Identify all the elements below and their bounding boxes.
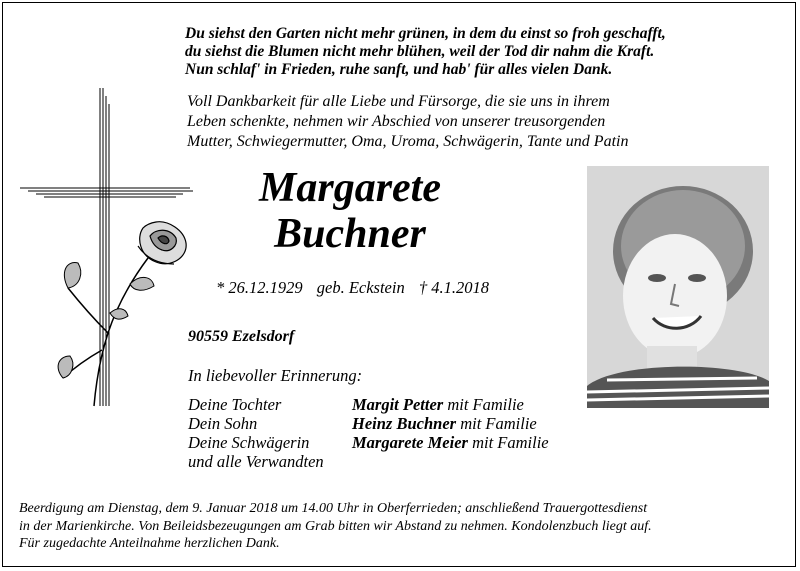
last-name: Buchner	[274, 211, 426, 257]
mourner-entry	[352, 433, 549, 453]
mourner-relation: Dein Sohn	[188, 414, 258, 433]
intro-line: Voll Dankbarkeit für alle Liebe und Fürsorge, die sie uns in ihrem	[187, 93, 610, 110]
deceased-name	[220, 165, 480, 257]
mourner-suffix: mit Familie	[447, 395, 524, 414]
cross-rose-icon	[18, 88, 193, 418]
birth-date: * 26.12.1929	[216, 278, 303, 297]
poem-line: du siehst die Blumen nicht mehr blühen, weil der Tod dir nahm die Kraft.	[185, 43, 655, 60]
poem	[185, 25, 666, 79]
mourner-relation: und alle Verwandten	[188, 452, 324, 471]
death-date: † 4.1.2018	[418, 278, 489, 297]
footer-line: Für zugedachte Anteilnahme herzlichen Dank.	[19, 536, 280, 551]
funeral-info	[19, 500, 652, 553]
poem-line: Nun schlaf' in Frieden, ruhe sanft, und hab' für alles vielen Dank.	[185, 61, 613, 78]
mourner-name: Heinz Buchner	[352, 414, 457, 433]
first-name: Margarete	[259, 165, 441, 211]
mourner-relation: Deine Schwägerin	[188, 433, 310, 452]
intro-line: Mutter, Schwiegermutter, Oma, Uroma, Schwägerin, Tante und Patin	[187, 133, 629, 150]
intro-line: Leben schenkte, nehmen wir Abschied von unserer treusorgenden	[187, 113, 606, 130]
mourner-suffix: mit Familie	[472, 433, 549, 452]
mourner-entry	[352, 395, 524, 415]
footer-line: in der Marienkirche. Von Beileidsbezeugungen am Grab bitten wir Abstand zu nehmen. Kondolenzbuch liegt auf.	[19, 518, 652, 534]
mourner-relation: Deine Tochter	[188, 395, 282, 414]
mourner-entry	[352, 414, 537, 434]
residence: 90559 Ezelsdorf	[188, 328, 295, 345]
mourner-name: Margit Petter	[352, 395, 444, 414]
intro-text	[187, 92, 628, 152]
poem-line: Du siehst den Garten nicht mehr grünen, in dem du einst so froh geschafft,	[185, 25, 666, 42]
mourner-name: Margarete Meier	[352, 433, 468, 452]
life-dates	[216, 278, 499, 298]
footer-line: Beerdigung am Dienstag, dem 9. Januar 2018 um 14.00 Uhr in Oberferrieden; anschließend Trauergottesdienst	[19, 501, 648, 516]
memory-heading: In liebevoller Erinnerung:	[188, 366, 363, 385]
maiden-name: geb. Eckstein	[316, 278, 405, 297]
mourner-suffix: mit Familie	[460, 414, 537, 433]
portrait-photo	[587, 166, 769, 408]
